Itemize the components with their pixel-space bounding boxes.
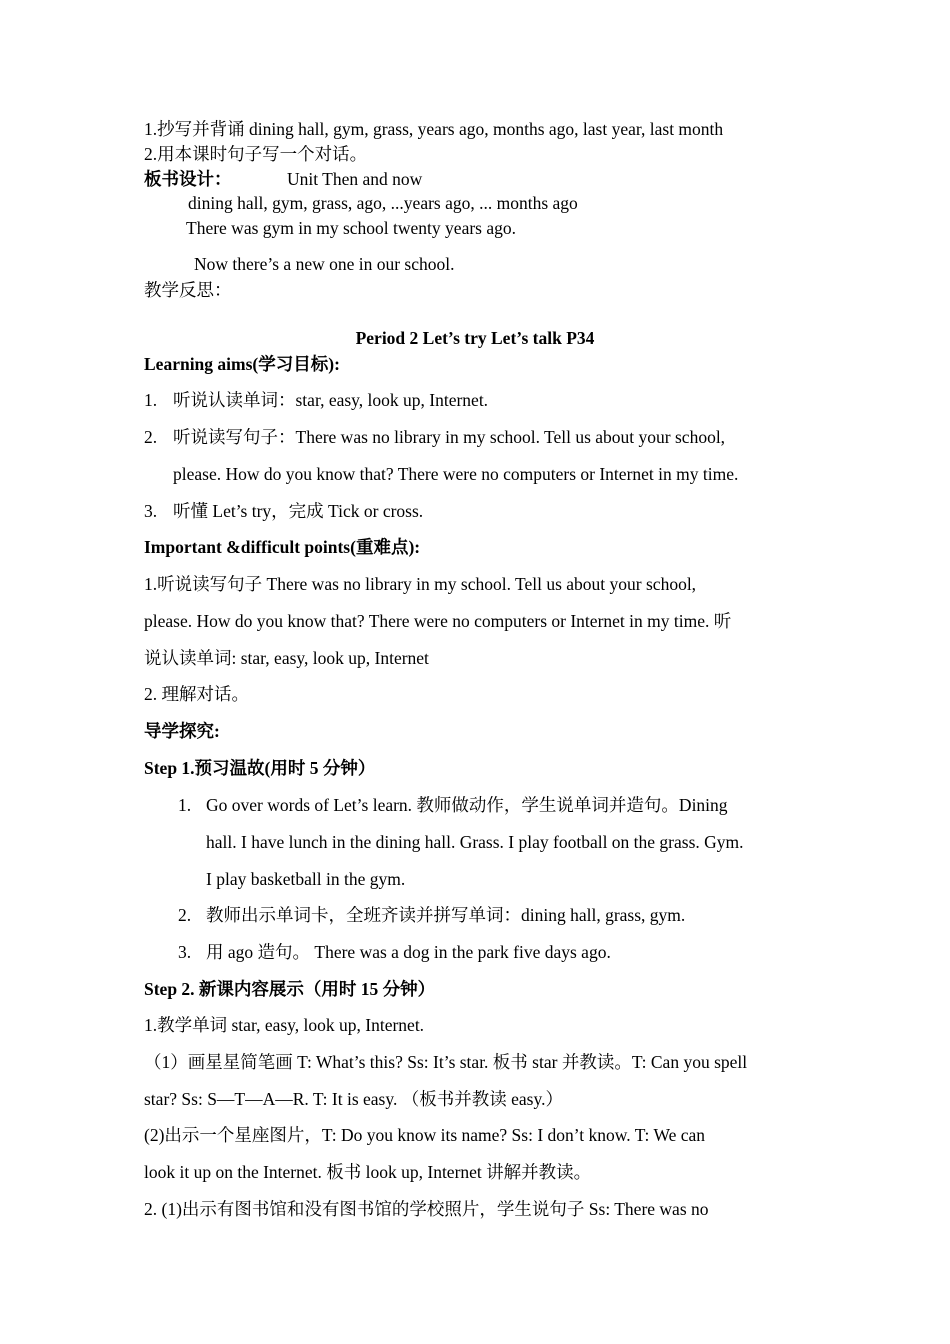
- board-design-sentence-1: There was gym in my school twenty years ago.: [186, 218, 516, 238]
- key-points-line: please. How do you know that? There were no computers or Internet in my time. 听: [144, 611, 732, 631]
- key-points-line: 1.听说读写句子 There was no library in my school. Tell us about your school,: [144, 574, 697, 594]
- guide-heading: 导学探究:: [144, 721, 220, 741]
- key-points-line: 2. 理解对话。: [144, 684, 249, 704]
- step1-item-line: 用 ago 造句。 There was a dog in the park five days ago.: [206, 942, 611, 962]
- step2-line: look it up on the Internet. 板书 look up, Internet 讲解并教读。: [144, 1162, 592, 1182]
- step2-line: （1）画星星简笔画 T: What’s this? Ss: It’s star. 板书 star 并教读。T: Can you spell: [144, 1052, 748, 1072]
- step2-line: 2. (1)出示有图书馆和没有图书馆的学校照片，学生说句子 Ss: There was no: [144, 1199, 709, 1219]
- step1-item-line: I play basketball in the gym.: [206, 869, 406, 889]
- homework-line-2: 2.用本课时句子写一个对话。: [144, 144, 368, 164]
- learning-aim-number: 1.: [144, 390, 158, 410]
- step1-heading: Step 1.预习温故(用时 5 分钟）: [144, 758, 376, 778]
- step1-item-number: 3.: [178, 942, 192, 962]
- key-points-heading: Important &difficult points(重难点):: [144, 537, 421, 557]
- step1-item-number: 2.: [178, 905, 192, 925]
- step1-item-line: Go over words of Let’s learn. 教师做动作，学生说单词并造句。Dining: [206, 795, 728, 815]
- learning-aim-text: 听说读写句子：There was no library in my school. Tell us about your school,: [173, 427, 726, 447]
- learning-aim-text: 听说认读单词：star, easy, look up, Internet.: [173, 390, 489, 410]
- step2-heading: Step 2. 新课内容展示（用时 15 分钟）: [144, 979, 436, 999]
- homework-line-1: 1.抄写并背诵 dining hall, gym, grass, years ago, months ago, last year, last month: [144, 119, 724, 139]
- step2-line: (2)出示一个星座图片，T: Do you know its name? Ss: I don’t know. T: We can: [144, 1125, 706, 1145]
- learning-aim-text: 听懂 Let’s try，完成 Tick or cross.: [173, 501, 424, 521]
- period-title: Period 2 Let’s try Let’s talk P34: [355, 328, 595, 348]
- learning-aims-heading: Learning aims(学习目标):: [144, 354, 340, 374]
- learning-aim-number: 2.: [144, 427, 158, 447]
- learning-aim-text-continued: please. How do you know that? There were no computers or Internet in my time.: [173, 464, 739, 484]
- step2-line: 1.教学单词 star, easy, look up, Internet.: [144, 1015, 425, 1035]
- board-design-label: 板书设计：: [144, 169, 232, 189]
- learning-aim-number: 3.: [144, 501, 158, 521]
- step1-item-number: 1.: [178, 795, 192, 815]
- board-design-words: dining hall, gym, grass, ago, ...years ago, ... months ago: [188, 193, 578, 213]
- teaching-reflection-label: 教学反思：: [144, 280, 232, 300]
- step1-item-line: 教师出示单词卡，全班齐读并拼写单词：dining hall, grass, gym.: [206, 905, 686, 925]
- step2-line: star? Ss: S—T—A—R. T: It is easy. （板书并教读 easy.）: [144, 1089, 563, 1109]
- board-design-sentence-2: Now there’s a new one in our school.: [194, 254, 455, 274]
- key-points-line: 说认读单词: star, easy, look up, Internet: [144, 648, 429, 668]
- step1-item-line: hall. I have lunch in the dining hall. Grass. I play football on the grass. Gym.: [206, 832, 744, 852]
- board-design-title: Unit Then and now: [287, 169, 423, 189]
